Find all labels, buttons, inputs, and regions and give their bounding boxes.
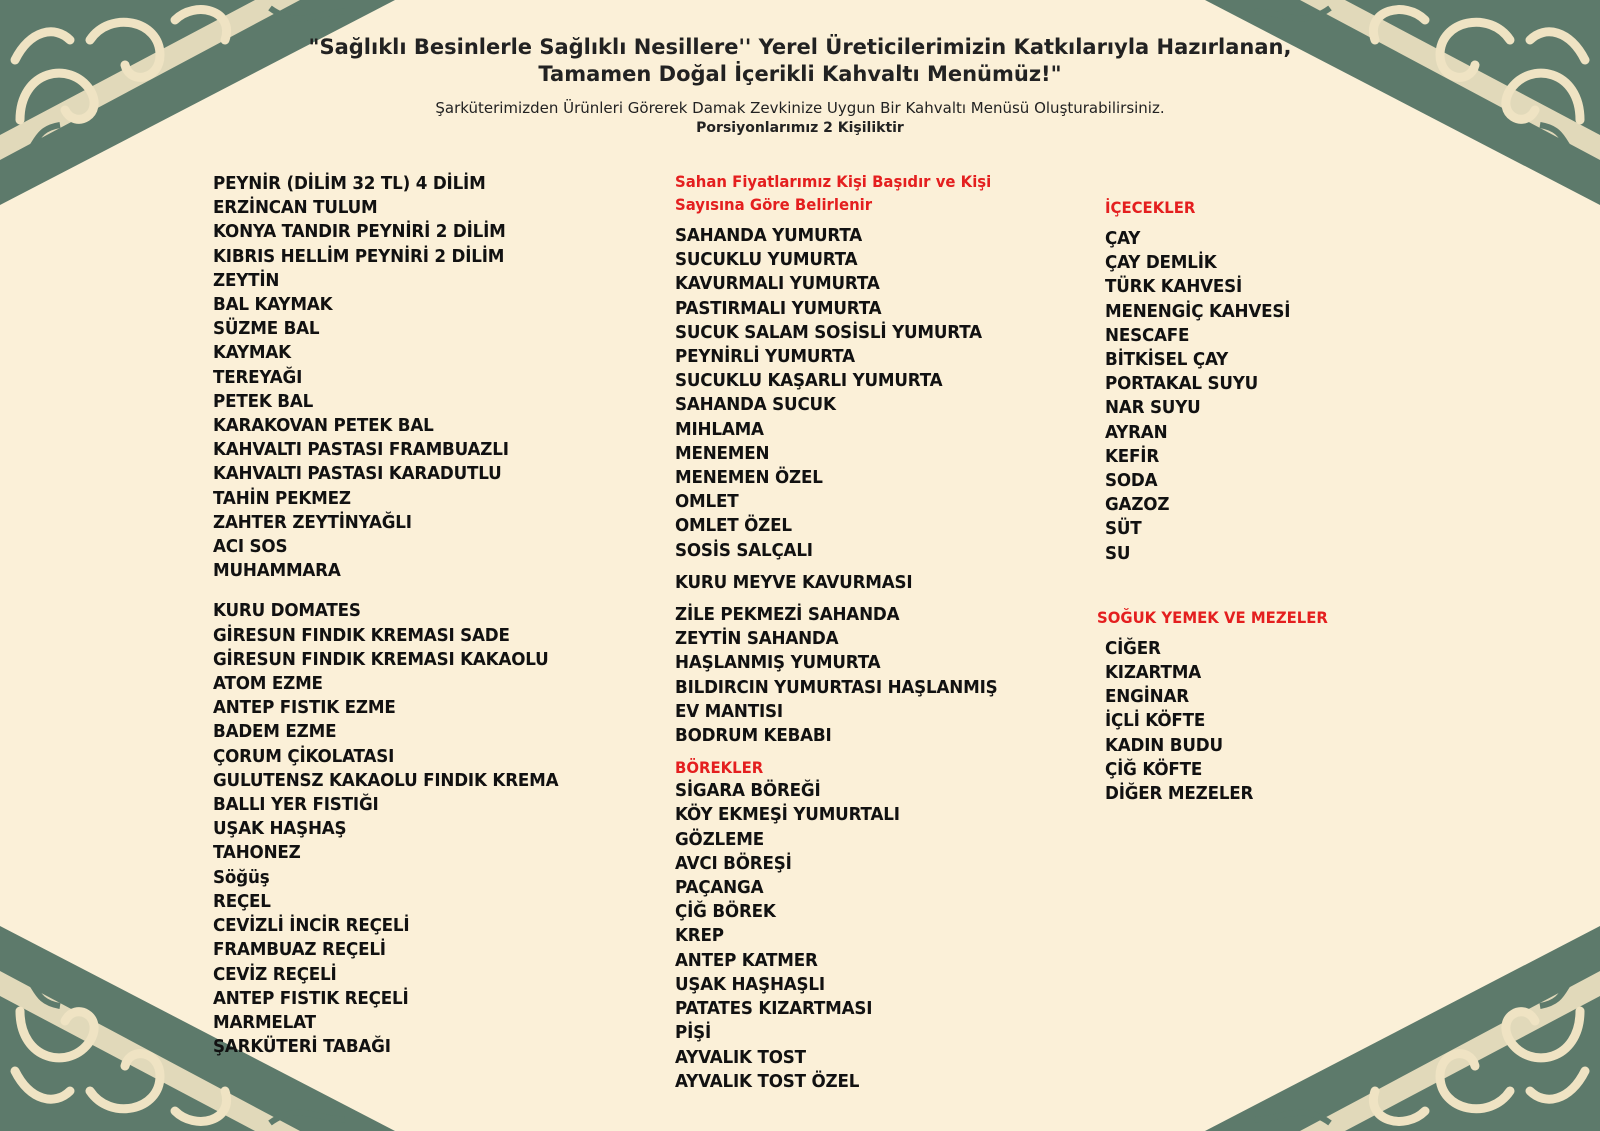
item-list-sahan bbox=[675, 224, 1075, 563]
menu-item: KAHVALTI PASTASI KARADUTLU bbox=[213, 463, 502, 485]
menu-item: KÖY EKMEŞİ YUMURTALI bbox=[675, 804, 900, 826]
menu-column-sahan-borek bbox=[675, 170, 1075, 1094]
item-list-icecekler bbox=[1105, 227, 1455, 566]
menu-item: OMLET ÖZEL bbox=[675, 515, 792, 537]
menu-item: KAHVALTI PASTASI FRAMBUAZLI bbox=[213, 439, 509, 461]
menu-item: SAHANDA YUMURTA bbox=[675, 225, 863, 246]
item-list-borekler bbox=[675, 779, 1075, 1094]
menu-item: GAZOZ bbox=[1105, 494, 1170, 516]
menu-item: MUHAMMARA bbox=[213, 560, 341, 582]
menu-item: CİĞER bbox=[1105, 637, 1161, 659]
menu-item: SU bbox=[1105, 542, 1131, 564]
menu-item: ZEYTİN bbox=[213, 269, 280, 291]
menu-item: MENEMEN ÖZEL bbox=[675, 467, 823, 489]
menu-item: ANTEP FISTIK EZME bbox=[213, 697, 396, 719]
section-title-soguk-yemek: SOĞUK YEMEK VE MEZELER bbox=[1097, 607, 1328, 627]
menu-item: GİRESUN FINDIK KREMASI KAKAOLU bbox=[213, 648, 549, 670]
menu-item: SAHANDA SUCUK bbox=[675, 394, 836, 416]
menu-item: SUCUKLU YUMURTA bbox=[675, 249, 858, 271]
menu-item: BİTKİSEL ÇAY bbox=[1105, 349, 1229, 371]
corner-ornament-bottom-right bbox=[1180, 901, 1600, 1131]
menu-item: TEREYAĞI bbox=[213, 366, 303, 388]
item-list-sahan-2 bbox=[675, 603, 1075, 748]
menu-item: Söğüş bbox=[213, 866, 270, 888]
menu-item: NESCAFE bbox=[1105, 324, 1190, 346]
menu-item: BALLI YER FISTIĞI bbox=[213, 794, 379, 816]
menu-item: GULUTENSZ KAKAOLU FINDIK KREMA bbox=[213, 769, 559, 791]
menu-column-breakfast-spreads bbox=[213, 172, 613, 1059]
menu-item: AYVALIK TOST bbox=[675, 1046, 806, 1068]
menu-item: PAÇANGA bbox=[675, 877, 764, 899]
menu-item: ÇAY DEMLİK bbox=[1105, 252, 1217, 274]
menu-item: DİĞER MEZELER bbox=[1105, 783, 1254, 805]
menu-item: SUCUK SALAM SOSİSLİ YUMURTA bbox=[675, 321, 982, 343]
menu-item: MARMELAT bbox=[213, 1011, 316, 1033]
menu-item: GİRESUN FINDIK KREMASI SADE bbox=[213, 624, 510, 646]
menu-item: SÜT bbox=[1105, 518, 1142, 540]
menu-title-line-1: "Sağlıklı Besinlerle Sağlıklı Nesillere'' Yerel Üreticilerimizin Katkılarıyla Hazırlanan, bbox=[308, 35, 1292, 59]
menu-item: ŞARKÜTERİ TABAĞI bbox=[213, 1036, 391, 1058]
menu-item: CEVİZ REÇELİ bbox=[213, 963, 337, 985]
menu-item: KURU MEYVE KAVURMASI bbox=[675, 571, 913, 593]
menu-item: SİGARA BÖREĞİ bbox=[675, 780, 821, 802]
menu-item: AYRAN bbox=[1105, 421, 1168, 443]
menu-item: KURU DOMATES bbox=[213, 600, 361, 622]
menu-item: İÇLİ KÖFTE bbox=[1105, 710, 1206, 732]
menu-title-line-2: Tamamen Doğal İçerikli Kahvaltı Menümüz!" bbox=[538, 62, 1062, 86]
menu-item: ÇORUM ÇİKOLATASI bbox=[213, 745, 395, 767]
menu-item: CEVİZLİ İNCİR REÇELİ bbox=[213, 915, 410, 937]
menu-item: PETEK BAL bbox=[213, 390, 314, 412]
menu-item: PEYNİR (DİLİM 32 TL) 4 DİLİM bbox=[213, 173, 486, 194]
menu-item: OMLET bbox=[675, 491, 739, 513]
section-title-icecekler: İÇECEKLER bbox=[1105, 198, 1196, 217]
menu-item: PEYNİRLİ YUMURTA bbox=[675, 346, 855, 368]
menu-item: MIHLAMA bbox=[675, 418, 764, 440]
menu-item: ENGİNAR bbox=[1105, 686, 1189, 708]
menu-item: KAVURMALI YUMURTA bbox=[675, 273, 880, 295]
menu-item: UŞAK HAŞHAŞLI bbox=[675, 973, 825, 995]
menu-item: SODA bbox=[1105, 470, 1158, 492]
menu-item: BILDIRCIN YUMURTASI HAŞLANMIŞ bbox=[675, 676, 998, 698]
menu-item: SOSİS SALÇALI bbox=[675, 539, 813, 561]
menu-item: ERZİNCAN TULUM bbox=[213, 197, 378, 219]
menu-item: KEFİR bbox=[1105, 445, 1160, 467]
menu-item: EV MANTISI bbox=[675, 700, 783, 722]
menu-item: ÇAY bbox=[1105, 228, 1141, 249]
menu-item: ZAHTER ZEYTİNYAĞLI bbox=[213, 511, 412, 533]
menu-item: GÖZLEME bbox=[675, 828, 765, 850]
menu-item: AYVALIK TOST ÖZEL bbox=[675, 1070, 860, 1092]
menu-item: ATOM EZME bbox=[213, 673, 323, 695]
menu-item: BAL KAYMAK bbox=[213, 294, 333, 316]
menu-item: KAYMAK bbox=[213, 342, 291, 364]
menu-item: UŞAK HAŞHAŞ bbox=[213, 818, 347, 840]
ornament-svg bbox=[1180, 901, 1600, 1131]
menu-item: ACI SOS bbox=[213, 536, 288, 558]
menu-item: ÇİĞ KÖFTE bbox=[1105, 758, 1203, 780]
menu-header bbox=[0, 34, 1600, 138]
item-list-creams-jams bbox=[213, 599, 613, 1059]
menu-item: AVCI BÖREŞİ bbox=[675, 852, 792, 874]
menu-item: ÇİĞ BÖREK bbox=[675, 901, 776, 923]
menu-item: KREP bbox=[675, 925, 724, 947]
menu-column-drinks-cold bbox=[1097, 196, 1455, 806]
menu-item: BODRUM KEBABI bbox=[675, 725, 832, 747]
menu-item: KONYA TANDIR PEYNİRİ 2 DİLİM bbox=[213, 221, 506, 243]
menu-item: BADEM EZME bbox=[213, 721, 337, 743]
menu-item: KIZARTMA bbox=[1105, 662, 1201, 684]
menu-item: TAHONEZ bbox=[213, 842, 301, 864]
menu-item: KARAKOVAN PETEK BAL bbox=[213, 415, 434, 437]
menu-item: KIBRIS HELLİM PEYNİRİ 2 DİLİM bbox=[213, 245, 505, 267]
menu-item: KADIN BUDU bbox=[1105, 734, 1223, 756]
menu-item: ANTEP KATMER bbox=[675, 949, 818, 971]
menu-item: PATATES KIZARTMASI bbox=[675, 998, 873, 1020]
sahan-price-notice-line-1: Sahan Fiyatlarımız Kişi Başıdır ve Kişi bbox=[675, 172, 992, 191]
menu-item: HAŞLANMIŞ YUMURTA bbox=[675, 652, 881, 674]
menu-item: ZİLE PEKMEZİ SAHANDA bbox=[675, 604, 900, 626]
menu-item: PİŞİ bbox=[675, 1022, 712, 1044]
menu-item: PASTIRMALI YUMURTA bbox=[675, 297, 882, 319]
menu-item: SÜZME BAL bbox=[213, 318, 320, 340]
menu-item: PORTAKAL SUYU bbox=[1105, 373, 1259, 395]
menu-subtitle: Şarküterimizden Ürünleri Görerek Damak Zevkinize Uygun Bir Kahvaltı Menüsü Oluşturabilirsiniz. bbox=[435, 99, 1165, 117]
section-title-borekler: BÖREKLER bbox=[675, 758, 764, 778]
menu-item: SUCUKLU KAŞARLI YUMURTA bbox=[675, 370, 943, 392]
item-list-spreads bbox=[213, 172, 613, 583]
menu-item: FRAMBUAZ REÇELİ bbox=[213, 939, 386, 961]
menu-item: REÇEL bbox=[213, 890, 271, 912]
menu-item: ZEYTİN SAHANDA bbox=[675, 628, 839, 650]
sahan-price-notice-line-2: Sayısına Göre Belirlenir bbox=[675, 195, 873, 214]
menu-item: TAHİN PEKMEZ bbox=[213, 487, 351, 509]
menu-item: ANTEP FISTIK REÇELİ bbox=[213, 987, 409, 1009]
menu-item: TÜRK KAHVESİ bbox=[1105, 276, 1243, 298]
menu-item: MENENGİÇ KAHVESİ bbox=[1105, 300, 1291, 322]
item-list-soguk-mezeler bbox=[1105, 637, 1455, 806]
menu-item: NAR SUYU bbox=[1105, 397, 1201, 419]
menu-item: MENEMEN bbox=[675, 442, 770, 464]
portion-note: Porsiyonlarımız 2 Kişiliktir bbox=[696, 120, 904, 136]
